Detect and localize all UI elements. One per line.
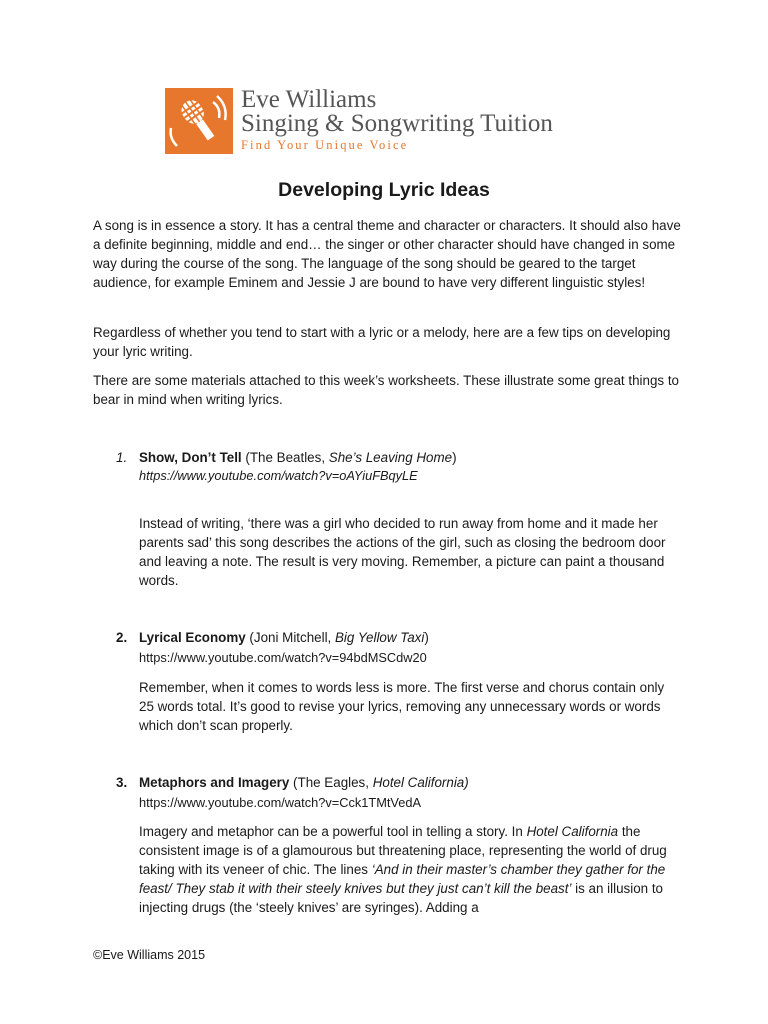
logo-name: Eve Williams [241, 86, 377, 113]
intro-paragraph-3: There are some materials attached to this week’s worksheets. These illustrate some great things to bear in mind when writing lyrics. [93, 373, 679, 407]
item-body [139, 678, 679, 735]
item-song: Hotel California) [372, 775, 469, 790]
item-artist: Joni Mitchell, [253, 630, 335, 645]
intro-paragraph-2: Regardless of whether you tend to start with a lyric or a melody, here are a few tips on developing your lyric writing. [93, 325, 671, 359]
footer-copyright: ©Eve Williams 2015 [93, 948, 206, 962]
item-body-text: Remember, when it comes to words less is more. The first verse and chorus contain only 25 words total. It’s good to revise your lyrics, removing any unnecessary words or words which don’t scan properly. [139, 680, 665, 733]
item-artist: The Eagles, [297, 775, 373, 790]
item-title: Show, Don’t Tell [139, 450, 242, 465]
youtube-link[interactable]: https://www.youtube.com/watch?v=Cck1TMtVedA [139, 795, 422, 810]
item-paren-open: ( [249, 630, 254, 645]
page-title: Developing Lyric Ideas [278, 179, 490, 201]
microphone-icon [165, 88, 233, 154]
item-body-emphasis: Hotel California [526, 824, 619, 839]
item-song: Big Yellow Taxi [335, 630, 425, 645]
item-artist: The Beatles, [249, 450, 329, 465]
item-body-text: Instead of writing, ‘there was a girl who decided to run away from home and it made her parents sad’ this song describes the actions of the girl, such as closing the bedroom door and leaving a note. The result is very moving. Remember, a picture can paint a thousand words. [139, 516, 666, 588]
intro-paragraph-1: A song is in essence a story. It has a central theme and character or characters. It should also have a definite beginning, middle and end… the singer or other character should have changed in some way during the course of the song. The language of the song should be geared to the target audience, for example Eminem and Jessie J are bound to have very different linguistic styles! [93, 218, 681, 290]
item-body-text: Imagery and metaphor can be a powerful tool in telling a story. In [139, 824, 527, 839]
item-paren-close: ) [424, 630, 429, 645]
item-body [139, 822, 679, 917]
list-number: 1. [116, 450, 128, 465]
logo [165, 86, 605, 158]
item-title: Lyrical Economy [139, 630, 246, 645]
logo-tagline: Find Your Unique Voice [241, 138, 409, 152]
item-body-text: is an illusion to injecting drugs (the ‘steely knives’ are syringes). Adding a [139, 881, 663, 915]
list-item-heading [139, 773, 469, 792]
item-body-quote: ‘And in their master’s chamber they gather for the feast/ They stab it with their steely knives but they just can’t kill the beast’ [139, 862, 666, 896]
logo-subtitle: Singing & Songwriting Tuition [241, 110, 553, 137]
list-item-heading [139, 628, 429, 647]
item-paren-open: ( [245, 450, 250, 465]
item-paren-close: ) [452, 450, 457, 465]
youtube-link[interactable]: https://www.youtube.com/watch?v=94bdMSCdw20 [139, 650, 427, 665]
item-paren-open: ( [293, 775, 298, 790]
item-title: Metaphors and Imagery [139, 775, 290, 790]
list-number: 3. [116, 775, 128, 790]
list-item-heading [139, 448, 457, 467]
youtube-link[interactable]: https://www.youtube.com/watch?v=oAYiuFBqyLE [139, 468, 418, 483]
list-number: 2. [116, 630, 128, 645]
item-song: She’s Leaving Home [328, 450, 453, 465]
item-body [139, 514, 679, 590]
item-body-text: the consistent image is of a glamourous but threatening place, representing the world of drug taking with its veneer of chic. The lines [139, 824, 667, 877]
